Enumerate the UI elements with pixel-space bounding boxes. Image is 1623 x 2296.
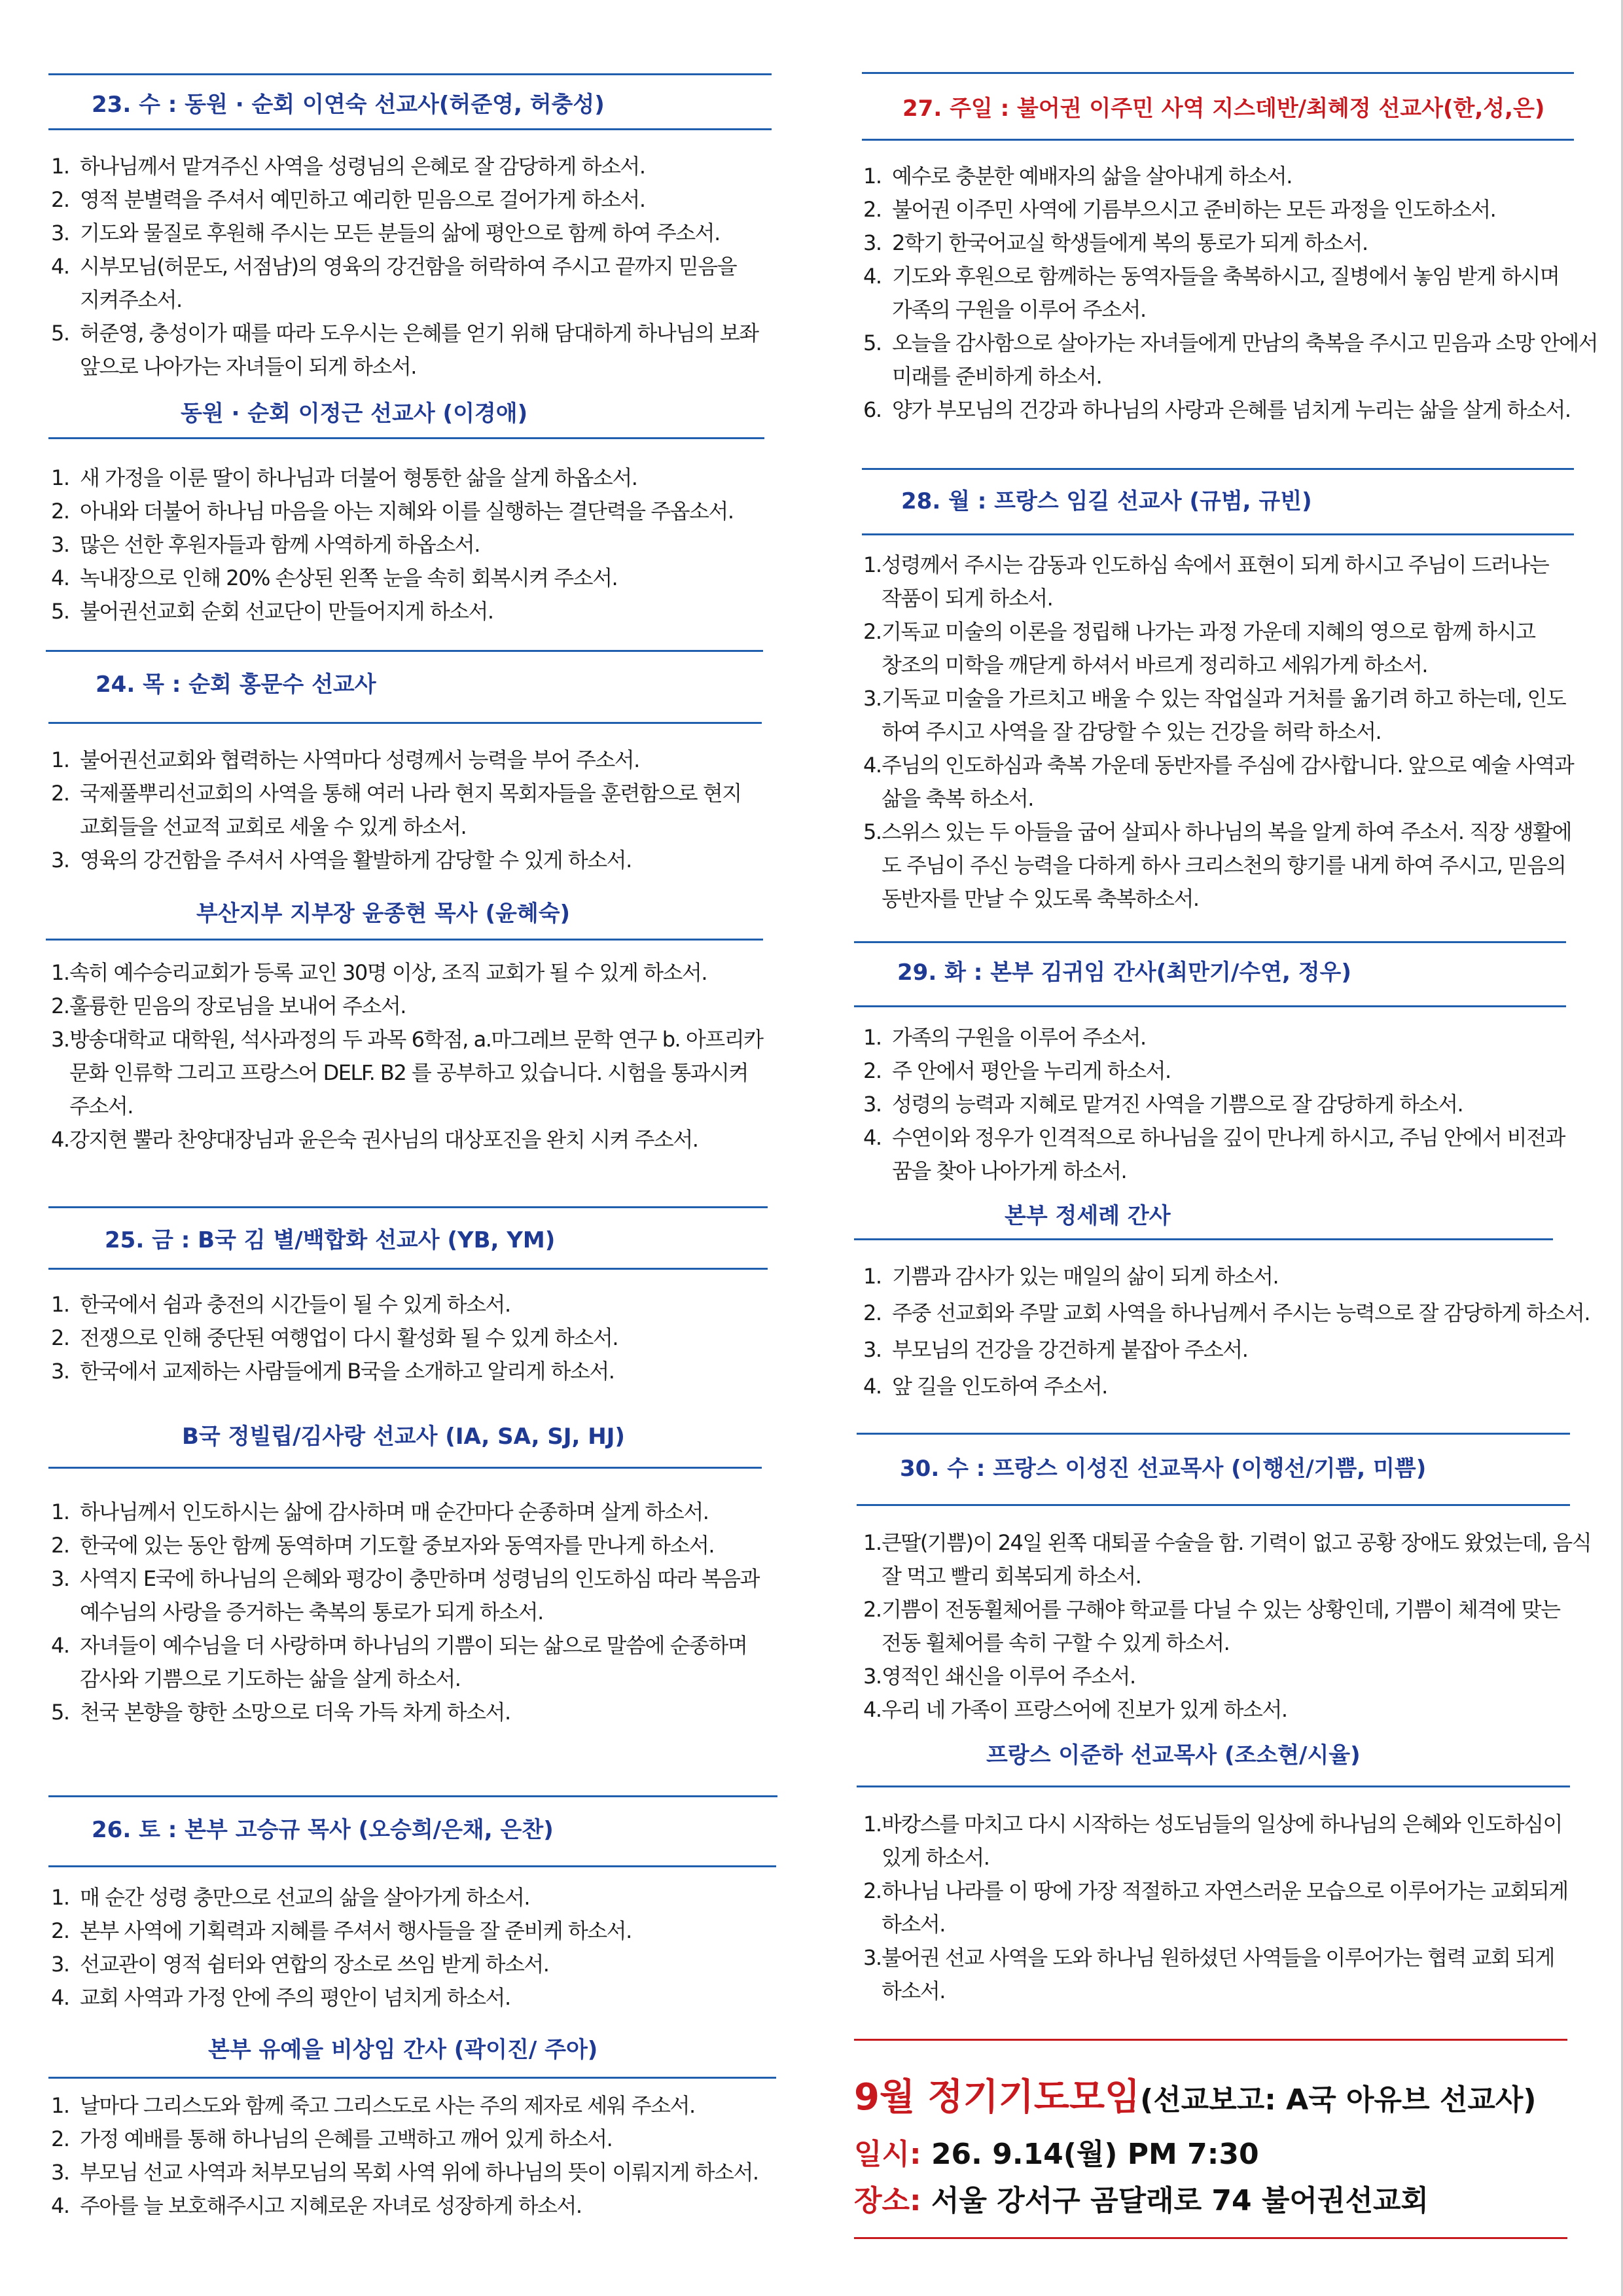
section-rule [48, 2077, 776, 2079]
list-item: 4. 앞 길을 인도하여 주소서. [863, 1374, 1107, 1399]
list-item: 2. 불어권 이주민 사역에 기름부으시고 준비하는 모든 과정을 인도하소서. [863, 197, 1496, 222]
section-title-26: 26. 토 : 본부 고승규 목사 (오승희/은채, 은찬) [92, 1817, 554, 1843]
list-item: 1. 바캉스를 마치고 다시 시작하는 성도님들의 일상에 하나님의 은혜와 인도하심이 있게 하소서. [863, 1812, 1562, 1870]
list-item: 1. 매 순간 성령 충만으로 선교의 삶을 살아가게 하소서. [51, 1885, 530, 1910]
section-title-26b: 본부 유예을 비상임 간사 (곽이진/ 주아) [208, 2037, 598, 2063]
list-item: 4. 주아를 늘 보호해주시고 지혜로운 자녀로 성장하게 하소서. [51, 2193, 582, 2218]
list-item: 1. 속히 예수승리교회가 등록 교인 30명 이상, 조직 교회가 될 수 있게 하소서. [51, 960, 707, 985]
list-item: 1. 기쁨과 감사가 있는 매일의 삶이 되게 하소서. [863, 1264, 1279, 1289]
list-item: 3. 기도와 물질로 후원해 주시는 모든 분들의 삶에 평안으로 함께 하여 주소서. [51, 221, 720, 245]
list-item: 2. 하나님 나라를 이 땅에 가장 적절하고 자연스러운 모습으로 이루어가는 교회되게 하소서. [863, 1878, 1568, 1937]
prayer-list-27 [863, 160, 1597, 427]
section-rule [48, 1268, 768, 1270]
section-rule [48, 1467, 762, 1469]
list-item: 5. 스위스 있는 두 아들을 굽어 살피사 하나님의 복을 알게 하여 주소서. 직장 생활에 도 주님이 주신 능력을 다하게 하사 크리스천의 향기를 내게 하여 주시고, 믿음의 동반자를 만날 수 있도록 축복하소서. [863, 819, 1571, 911]
list-item: 4. 우리 네 가족이 프랑스어에 진보가 있게 하소서. [863, 1697, 1287, 1722]
section-title-25b: B국 정빌립/김사랑 선교사 (IA, SA, SJ, HJ) [182, 1424, 625, 1450]
list-item: 5. 오늘을 감사함으로 살아가는 자녀들에게 만남의 축복을 주시고 믿음과 소망 안에서 미래를 준비하게 하소서. [863, 331, 1598, 389]
section-title-23: 23. 수 : 동원 · 순회 이연숙 선교사(허준영, 허충성) [92, 92, 605, 118]
list-item: 1. 큰딸(기쁨)이 24일 왼쪽 대퇴골 수술을 함. 기력이 없고 공황 장애도 왔었는데, 음식 잘 먹고 빨리 회복되게 하소서. [863, 1530, 1592, 1588]
section-title-30: 30. 수 : 프랑스 이성진 선교목사 (이행선/기쁨, 미쁨) [900, 1456, 1427, 1482]
list-item: 4. 시부모님(허문도, 서점남)의 영육의 강건함을 허락하여 주시고 끝까지 믿음을 지켜주소서. [51, 254, 737, 312]
section-rule [862, 139, 1574, 141]
prayer-list-30 [863, 1526, 1591, 1727]
announcement-subtitle: (선교보고: A국 아유브 선교사) [1140, 2083, 1537, 2117]
list-item: 3. 부모님의 건강을 강건하게 붙잡아 주소서. [863, 1337, 1248, 1362]
list-item: 5. 허준영, 충성이가 때를 따라 도우시는 은혜를 얻기 위해 담대하게 하나님의 보좌 앞으로 나아가는 자녀들이 되게 하소서. [51, 321, 758, 379]
list-item: 1. 성령께서 주시는 감동과 인도하심 속에서 표현이 되게 하시고 주님이 드러나는 작품이 되게 하소서. [863, 552, 1549, 611]
list-item: 1. 하나님께서 맡겨주신 사역을 성령님의 은혜로 잘 감당하게 하소서. [51, 154, 645, 179]
list-item: 3. 한국에서 교제하는 사람들에게 B국을 소개하고 알리게 하소서. [51, 1359, 615, 1384]
prayer-list-29 [863, 1021, 1565, 1188]
announcement-rule-bottom [854, 2237, 1567, 2239]
prayer-list-28 [863, 548, 1573, 916]
section-rule [862, 72, 1574, 74]
list-item: 4. 강지현 뿔라 찬양대장님과 윤은숙 권사님의 대상포진을 완치 시켜 주소서. [51, 1127, 698, 1152]
section-rule [854, 1238, 1553, 1240]
announcement-date: 일시: 26. 9.14(월) PM 7:30 [854, 2138, 1259, 2171]
list-item: 1. 불어권선교회와 협력하는 사역마다 성령께서 능력을 부어 주소서. [51, 747, 639, 772]
list-item: 4. 수연이와 정우가 인격적으로 하나님을 깊이 만나게 하시고, 주님 안에서 비전과 꿈을 찾아 나아가게 하소서. [863, 1125, 1565, 1183]
list-item: 3. 불어권 선교 사역을 도와 하나님 원하셨던 사역들을 이루어가는 협력 교회 되게 하소서. [863, 1945, 1554, 2003]
section-rule [46, 650, 763, 652]
list-item: 1. 가족의 구원을 이루어 주소서. [863, 1025, 1146, 1050]
list-item: 2. 가정 예배를 통해 하나님의 은혜를 고백하고 깨어 있게 하소서. [51, 2126, 613, 2151]
section-rule [857, 1785, 1570, 1787]
list-item: 2. 기독교 미술의 이론을 정립해 나가는 과정 가운데 지혜의 영으로 함께 하시고 창조의 미학을 깨닫게 하셔서 바르게 정리하고 세워가게 하소서. [863, 619, 1535, 677]
section-title-24b: 부산지부 지부장 윤종현 목사 (윤혜숙) [196, 901, 571, 927]
list-item: 2. 영적 분별력을 주셔서 예민하고 예리한 믿음으로 걸어가게 하소서. [51, 187, 645, 212]
list-item: 2. 기쁨이 전동휠체어를 구해야 학교를 다닐 수 있는 상황인데, 기쁨이 체격에 맞는 전동 휠체어를 속히 구할 수 있게 하소서. [863, 1597, 1560, 1655]
list-item: 1. 한국에서 쉼과 충전의 시간들이 될 수 있게 하소서. [51, 1292, 510, 1317]
list-item: 3. 많은 선한 후원자들과 함께 사역하게 하옵소서. [51, 532, 480, 557]
section-title-29b: 본부 정세례 간사 [1005, 1203, 1171, 1229]
section-rule [862, 468, 1574, 470]
section-rule [857, 1433, 1570, 1435]
list-item: 1. 예수로 충분한 예배자의 삶을 살아내게 하소서. [863, 164, 1292, 188]
section-rule [854, 941, 1566, 943]
section-rule [48, 73, 772, 75]
list-item: 3. 2학기 한국어교실 학생들에게 복의 통로가 되게 하소서. [863, 230, 1368, 255]
section-rule [48, 1795, 777, 1797]
list-item: 2. 전쟁으로 인해 중단된 여행업이 다시 활성화 될 수 있게 하소서. [51, 1325, 618, 1350]
list-item: 2. 훌륭한 믿음의 장로님을 보내어 주소서. [51, 994, 406, 1018]
list-item: 6. 양가 부모님의 건강과 하나님의 사랑과 은혜를 넘치게 누리는 삶을 살게 하소서. [863, 397, 1571, 422]
section-title-23b: 동원 · 순회 이정근 선교사 (이경애) [181, 401, 528, 427]
prayer-list-24 [51, 744, 741, 877]
list-item: 5. 불어권선교회 순회 선교단이 만들어지게 하소서. [51, 599, 493, 624]
section-title-24: 24. 목 : 순회 홍문수 선교사 [96, 672, 376, 698]
section-title-30b: 프랑스 이준하 선교목사 (조소현/시율) [986, 1742, 1361, 1768]
prayer-list-25 [51, 1288, 618, 1388]
list-item: 4. 기도와 후원으로 함께하는 동역자들을 축복하시고, 질병에서 놓임 받게 하시며 가족의 구원을 이루어 주소서. [863, 264, 1560, 322]
list-item: 3. 기독교 미술을 가르치고 배울 수 있는 작업실과 거처를 옮기려 하고 하는데, 인도 하여 주시고 사역을 잘 감당할 수 있는 건강을 허락 하소서. [863, 686, 1566, 744]
section-rule [46, 939, 763, 941]
prayer-list-29b [863, 1258, 1590, 1405]
list-item: 1. 새 가정을 이룬 딸이 하나님과 더불어 형통한 삶을 살게 하옵소서. [51, 465, 637, 490]
list-item: 2. 국제풀뿌리선교회의 사역을 통해 여러 나라 현지 목회자들을 훈련함으로 현지 교회들을 선교적 교회로 세울 수 있게 하소서. [51, 781, 741, 839]
list-item: 3. 부모님 선교 사역과 처부모님의 목회 사역 위에 하나님의 뜻이 이뤄지게 하소서. [51, 2160, 758, 2185]
section-title-28: 28. 월 : 프랑스 임길 선교사 (규범, 규빈) [901, 488, 1312, 514]
list-item: 3. 성령의 능력과 지혜로 맡겨진 사역을 기쁨으로 잘 감당하게 하소서. [863, 1092, 1463, 1117]
list-item: 3. 방송대학교 대학원, 석사과정의 두 과목 6학점, a.마그레브 문학 연구 b. 아프리카 문화 인류학 그리고 프랑스어 DELF. B2 를 공부하고 있습니다. 시험을 통과시켜 주소서. [51, 1027, 763, 1119]
section-rule [48, 1206, 768, 1208]
list-item: 4. 교회 사역과 가정 안에 주의 평안이 넘치게 하소서. [51, 1985, 510, 2010]
section-title-29: 29. 화 : 본부 김귀임 간사(최만기/수연, 정우) [897, 960, 1351, 986]
prayer-list-26 [51, 1881, 632, 2015]
section-rule [48, 437, 764, 439]
section-title-27: 27. 주일 : 불어권 이주민 사역 지스데반/최혜정 선교사(한,성,은) [902, 96, 1545, 122]
list-item: 1. 날마다 그리스도와 함께 죽고 그리스도로 사는 주의 제자로 세워 주소서. [51, 2093, 695, 2118]
list-item: 2. 주중 선교회와 주말 교회 사역을 하나님께서 주시는 능력으로 잘 감당하게 하소서. [863, 1300, 1590, 1325]
section-rule [857, 1504, 1570, 1506]
section-rule [48, 722, 762, 724]
list-item: 2. 주 안에서 평안을 누리게 하소서. [863, 1058, 1171, 1083]
list-item: 5. 천국 본향을 향한 소망으로 더욱 가득 차게 하소서. [51, 1700, 510, 1725]
prayer-list-23b [51, 461, 734, 628]
list-item: 3. 사역지 E국에 하나님의 은혜와 평강이 충만하며 성령님의 인도하심 따라 복음과 예수님의 사랑을 증거하는 축복의 통로가 되게 하소서. [51, 1566, 759, 1624]
list-item: 4. 주님의 인도하심과 축복 가운데 동반자를 주심에 감사합니다. 앞으로 예술 사역과 삶을 축복 하소서. [863, 753, 1574, 811]
list-item: 2. 아내와 더불어 하나님 마음을 아는 지혜와 이를 실행하는 결단력을 주옵소서. [51, 499, 734, 524]
prayer-list-30b [863, 1808, 1568, 2008]
list-item: 3. 영육의 강건함을 주셔서 사역을 활발하게 감당할 수 있게 하소서. [51, 848, 632, 872]
prayer-list-25b [51, 1496, 759, 1729]
prayer-list-24b [51, 956, 763, 1157]
announcement-place: 장소: 서울 강서구 곰달래로 74 불어권선교회 [854, 2184, 1429, 2217]
list-item: 4. 녹내장으로 인해 20% 손상된 왼쪽 눈을 속히 회복시켜 주소서. [51, 565, 618, 590]
section-rule [48, 128, 772, 130]
list-item: 4. 자녀들이 예수님을 더 사랑하며 하나님의 기쁨이 되는 삶으로 말씀에 순종하며 감사와 기쁨으로 기도하는 삶을 살게 하소서. [51, 1633, 747, 1691]
announcement-title: 9월 정기기도모임(선교보고: A국 아유브 선교사) [854, 2076, 1537, 2119]
list-item: 1. 하나님께서 인도하시는 삶에 감사하며 매 순간마다 순종하며 살게 하소서. [51, 1499, 709, 1524]
section-rule [48, 1865, 776, 1867]
list-item: 3. 영적인 쇄신을 이루어 주소서. [863, 1664, 1135, 1689]
list-item: 2. 한국에 있는 동안 함께 동역하며 기도할 중보자와 동역자를 만나게 하소서. [51, 1533, 715, 1558]
list-item: 3. 선교관이 영적 쉼터와 연합의 장소로 쓰임 받게 하소서. [51, 1952, 549, 1977]
section-title-25: 25. 금 : B국 김 별/백합화 선교사 (YB, YM) [105, 1227, 556, 1253]
list-item: 2. 본부 사역에 기획력과 지혜를 주셔서 행사들을 잘 준비케 하소서. [51, 1918, 632, 1943]
section-rule [854, 1005, 1566, 1007]
announcement-rule-top [854, 2039, 1567, 2041]
section-rule [862, 533, 1574, 535]
prayer-list-23 [51, 150, 758, 384]
prayer-list-26b [51, 2089, 758, 2223]
